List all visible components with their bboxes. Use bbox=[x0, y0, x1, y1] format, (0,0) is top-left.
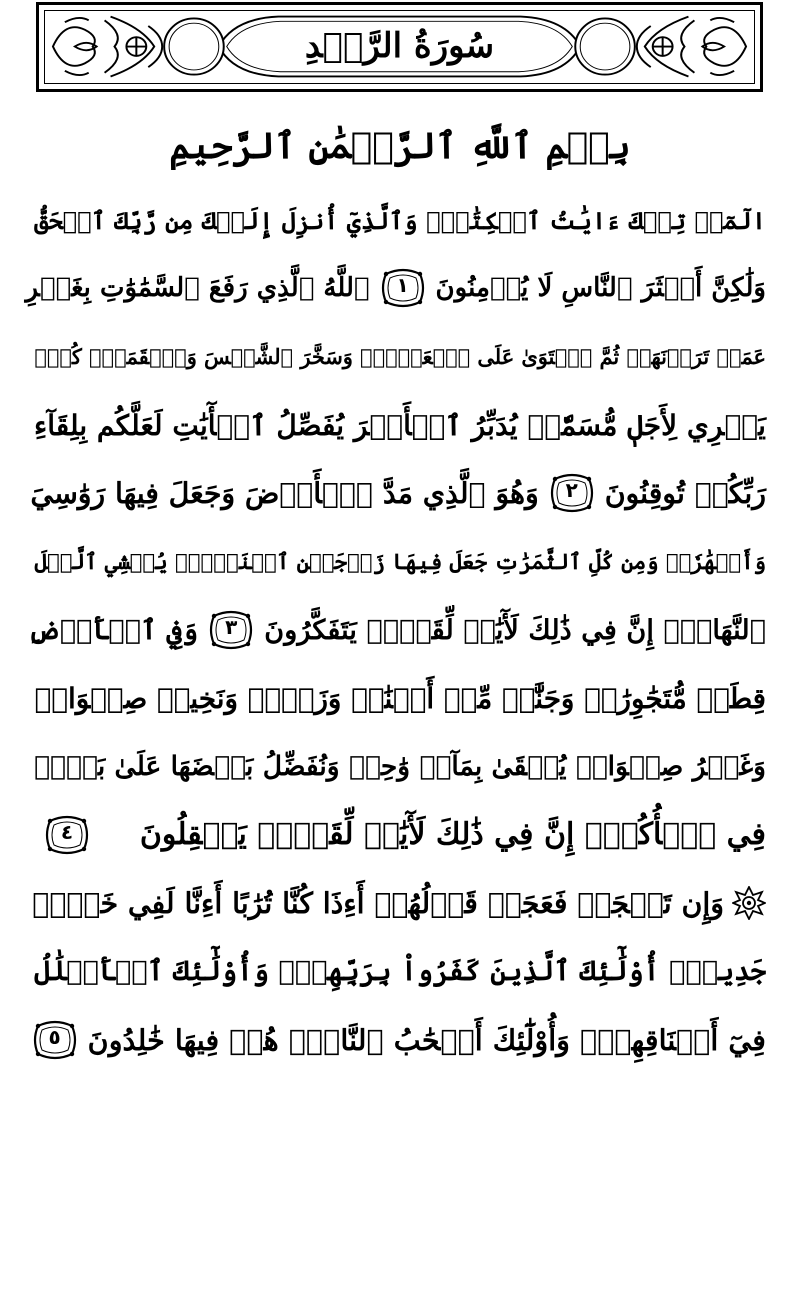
verse-text: وَلَٰكِنَّ أَكۡثَرَ ٱلنَّاسِ لَا يُؤۡمِنُونَ bbox=[435, 273, 766, 304]
text-line bbox=[34, 527, 766, 595]
hizb-star-icon bbox=[732, 886, 766, 920]
text-line bbox=[34, 186, 766, 254]
text-line bbox=[34, 391, 766, 459]
verse-text: وَهُوَ ٱلَّذِي مَدَّ ٱلۡأَرۡضَ وَجَعَلَ فِيهَا رَوَٰسِيَ bbox=[30, 476, 539, 511]
text-line bbox=[25, 254, 766, 322]
verse-text: ٱللَّهُ ٱلَّذِي رَفَعَ ٱلسَّمَٰوَٰتِ بِغَيۡرِ bbox=[25, 273, 370, 304]
text-line bbox=[34, 732, 766, 800]
ayah-end-marker bbox=[32, 1018, 78, 1062]
text-line bbox=[34, 801, 766, 869]
surah-header-inner-border bbox=[44, 10, 755, 84]
ayah-number: ٥ bbox=[48, 1024, 61, 1049]
text-line bbox=[34, 1006, 766, 1074]
surah-header-frame bbox=[36, 2, 763, 92]
verse-text: فِيٓ أَعۡنَاقِهِمۡۖ وَأُوْلَٰٓئِكَ أَصۡحَٰبُ ٱلنَّارِۖ هُمۡ فِيهَا خَٰلِدُونَ bbox=[87, 1022, 766, 1057]
basmala: بِسۡمِ ٱللَّهِ ٱلرَّحۡمَٰنِ ٱلرَّحِيمِ bbox=[169, 125, 631, 167]
verse-text: قِطَعٞ مُّتَجَٰوِرَٰتٞ وَجَنَّٰتٞ مِّنۡ أَعۡنَٰبٖ وَزَرۡعٞ وَنَخِيلٞ صِنۡوَانٞ bbox=[34, 681, 766, 715]
verse-text: فِي ٱلۡأُكُلِۚ إِنَّ فِي ذَٰلِكَ لَأٓيَٰتٖ لِّقَوۡمٖ يَعۡقِلُونَ bbox=[139, 817, 766, 853]
quran-text-body bbox=[25, 186, 766, 1074]
text-line bbox=[34, 664, 766, 732]
text-line bbox=[34, 937, 766, 1005]
verse-text: عَمَدٖ تَرَوۡنَهَاۖ ثُمَّ ٱسۡتَوَىٰ عَلَى ٱلۡعَرۡشِۖ وَسَخَّرَ ٱلشَّمۡسَ وَٱلۡقَمَرَۖ كُلّٞ bbox=[34, 344, 766, 370]
verse-text: وَغَيۡرُ صِنۡوَانٖ يُسۡقَىٰ بِمَآءٖ وَٰحِدٖ وَنُفَضِّلُ بَعۡضَهَا عَلَىٰ بَعۡضٖ bbox=[33, 751, 766, 783]
text-line bbox=[27, 596, 766, 664]
ayah-end-marker bbox=[44, 813, 90, 857]
verse-text: رَبِّكُمۡ تُوقِنُونَ bbox=[604, 476, 766, 511]
verse-text: ٱلنَّهَارَۚ إِنَّ فِي ذَٰلِكَ لَأٓيَٰتٖ لِّقَوۡمٖ يَتَفَكَّرُونَ bbox=[264, 613, 766, 646]
text-line bbox=[30, 459, 766, 527]
verse-text: وَأَنۡهَٰرٗاۖ وَمِن كُلِّ ٱلثَّمَرَٰتِ جَعَلَ فِيهَا زَوۡجَيۡنِ ٱثۡنَيۡنِۖ يُغۡشِي ٱلَّيۡلَ bbox=[34, 549, 766, 575]
ayah-number: ٢ bbox=[565, 478, 578, 503]
ayah-end-marker bbox=[208, 608, 254, 652]
ayah-number: ٣ bbox=[225, 614, 238, 639]
ayah-number: ١ bbox=[396, 273, 409, 298]
text-line bbox=[34, 323, 766, 391]
verse-text: جَدِيدٍۗ أُوْلَٰٓئِكَ ٱلَّذِينَ كَفَرُواْ بِرَبِّهِمۡۖ وَأُوْلَٰٓئِكَ ٱلۡأَغۡلَٰلُ bbox=[34, 955, 766, 988]
verse-text: الٓمٓرۚ تِلۡكَ ءَايَٰتُ ٱلۡكِتَٰبِۗ وَٱلَّذِيٓ أُنزِلَ إِلَيۡكَ مِن رَّبِّكَ ٱلۡحَقُّ bbox=[34, 205, 766, 235]
ayah-end-marker bbox=[380, 266, 426, 310]
ayah-number: ٤ bbox=[60, 819, 74, 844]
verse-text: يَجۡرِي لِأَجَلٖ مُّسَمّٗىۚ يُدَبِّرُ ٱلۡأَمۡرَ يُفَصِّلُ ٱلۡأٓيَٰتِ لَعَلَّكُم بِلِقَآءِ bbox=[34, 408, 766, 442]
ayah-end-marker bbox=[549, 471, 595, 515]
text-line bbox=[34, 869, 766, 937]
surah-title: سُورَةُ الرَّعۡدِ bbox=[304, 26, 495, 66]
verse-text: وَفِي ٱلۡأَرۡضِ bbox=[27, 613, 199, 646]
verse-text: وَإِن تَعۡجَبۡ فَعَجَبٞ قَوۡلُهُمۡ أَءِذَا كُنَّا تُرَٰبًا أَءِنَّا لَفِي خَلۡقٖ bbox=[32, 886, 724, 921]
